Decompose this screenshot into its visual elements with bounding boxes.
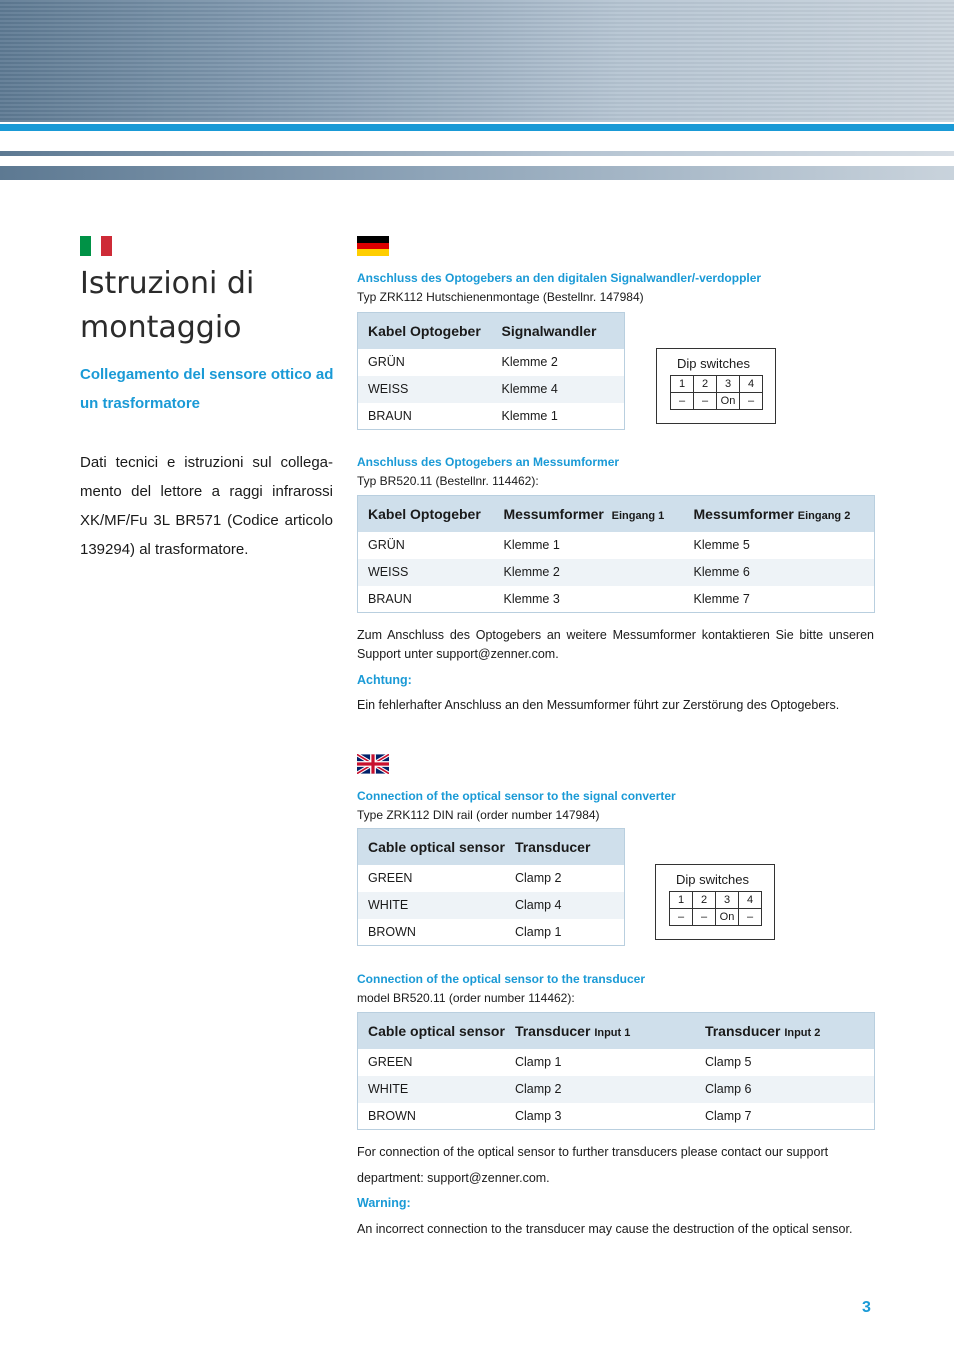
table-row <box>358 1076 875 1103</box>
table-cell: BRAUN <box>368 408 412 423</box>
header-sub: Eingang 1 <box>611 509 665 522</box>
dip-value: – <box>694 393 717 410</box>
en-section2-type: model BR520.11 (order number 114462): <box>357 991 575 1005</box>
dip-number: 1 <box>671 376 694 393</box>
en-section1-heading: Connection of the optical sensor to the signal converter <box>357 789 676 803</box>
dip-switch-grid <box>670 375 763 410</box>
de-warning-text: Ein fehlerhafter Anschluss an den Messumformer führt zur Zerstörung des Optogebers. <box>357 698 840 712</box>
uk-flag-icon <box>357 754 389 774</box>
table-cell: Klemme 1 <box>503 538 560 552</box>
table-cell: GRÜN <box>368 355 405 369</box>
de-section1-type: Typ ZRK112 Hutschienenmontage (Bestellnr. 147984) <box>357 290 644 304</box>
table-header <box>494 496 684 532</box>
table-cell: Klemme 4 <box>492 376 625 403</box>
header-strip <box>0 166 954 180</box>
table-row <box>358 1049 875 1076</box>
page-title: Istruzioni di montaggio <box>80 266 255 345</box>
table-row <box>358 865 625 892</box>
header-banner <box>0 0 954 122</box>
table-cell: BRAUN <box>368 591 412 606</box>
table-header: Cable optical sensor <box>358 829 505 865</box>
table-row <box>358 586 875 613</box>
table-cell: GREEN <box>368 1055 413 1069</box>
header-main: Transducer <box>514 1022 591 1039</box>
table-row <box>358 532 875 559</box>
dip-number: 2 <box>694 376 717 393</box>
dip-value: – <box>740 393 763 410</box>
dip-value: – <box>739 909 762 926</box>
dip-number: 2 <box>693 892 716 909</box>
table-row <box>358 919 625 946</box>
dip-number: 4 <box>739 892 762 909</box>
en-signal-table <box>357 828 625 946</box>
de-section2-type: Typ BR520.11 (Bestellnr. 114462): <box>357 474 539 488</box>
table-row <box>358 349 625 376</box>
en-support-note-line2: department: support@zenner.com. <box>357 1171 550 1185</box>
table-cell: Clamp 3 <box>514 1108 562 1123</box>
header-sub: Input 1 <box>594 1026 631 1039</box>
table-cell: WHITE <box>358 1076 505 1103</box>
table-cell: WHITE <box>358 892 505 919</box>
table-row <box>358 403 625 430</box>
table-cell: Clamp 1 <box>514 924 562 939</box>
dip-number: 3 <box>717 376 740 393</box>
table-header <box>684 496 875 532</box>
dip-switches-title: Dip switches <box>677 356 750 371</box>
de-warning-label: Achtung: <box>357 673 412 687</box>
en-warning-text: An incorrect connection to the transducer may cause the destruction of the optical sensor. <box>357 1222 853 1236</box>
table-cell: Clamp 7 <box>704 1108 752 1123</box>
table-row <box>358 376 625 403</box>
table-header <box>505 1013 695 1049</box>
table-cell: BROWN <box>368 1108 416 1123</box>
table-cell: Clamp 1 <box>514 1055 562 1069</box>
table-cell: BROWN <box>368 924 416 939</box>
italy-flag-icon <box>80 236 112 256</box>
de-support-note: Zum Anschluss des Optogebers an weitere Messumformer kontaktieren Sie bitte unseren Support unter support@zenner.com. <box>357 628 874 661</box>
dip-switches-title: Dip switches <box>676 872 749 887</box>
header-main: Messumformer <box>503 505 604 522</box>
table-header: Signalwandler <box>492 313 625 349</box>
en-warning-label: Warning: <box>357 1196 411 1210</box>
de-dip-switches-box <box>656 348 776 424</box>
germany-flag-icon <box>357 236 389 256</box>
table-header: Cable optical sensor <box>358 1013 505 1049</box>
table-cell: Clamp 4 <box>505 892 625 919</box>
de-section2-heading: Anschluss des Optogebers an Messumformer <box>357 455 620 469</box>
header-sub: Eingang 2 <box>797 509 851 522</box>
table-cell: Clamp 2 <box>505 1076 695 1103</box>
table-cell: GREEN <box>368 871 413 885</box>
dip-value: – <box>670 909 693 926</box>
dip-value: – <box>693 909 716 926</box>
intro-paragraph: Dati tecnici e istruzioni sul collega-mento del lettore a raggi infrarossi XK/MF/Fu 3L BR571 (Codice articolo 139294) al trasformatore. <box>80 454 333 558</box>
header-sub: Input 2 <box>784 1026 821 1039</box>
table-row <box>358 1103 875 1130</box>
table-cell: Clamp 5 <box>704 1055 752 1069</box>
table-row <box>358 559 875 586</box>
dip-switch-grid <box>669 891 762 926</box>
dip-number: 3 <box>716 892 739 909</box>
dip-value: On <box>717 393 740 410</box>
table-cell: Klemme 3 <box>503 591 560 606</box>
table-header <box>695 1013 875 1049</box>
header-accent-bar <box>0 124 954 131</box>
page-number: 3 <box>862 1299 871 1316</box>
table-header: Transducer <box>505 829 625 865</box>
de-section1-heading: Anschluss des Optogebers an den digitalen Signalwandler/-verdoppler <box>357 271 762 285</box>
section-subtitle: Collegamento del sensore ottico ad un trasformatore <box>80 366 334 412</box>
de-converter-table <box>357 495 875 613</box>
table-cell: Klemme 7 <box>693 591 750 606</box>
table-cell: Klemme 5 <box>693 538 750 552</box>
table-cell: Klemme 1 <box>501 408 558 423</box>
table-header: Kabel Optogeber <box>358 496 494 532</box>
en-section2-heading: Connection of the optical sensor to the transducer <box>357 972 646 986</box>
table-row <box>358 892 625 919</box>
table-cell: WEISS <box>358 559 494 586</box>
table-cell: Klemme 2 <box>501 355 558 369</box>
table-cell: Clamp 2 <box>514 871 562 885</box>
dip-number: 1 <box>670 892 693 909</box>
en-transducer-table <box>357 1012 875 1130</box>
table-cell: Klemme 2 <box>494 559 684 586</box>
en-section1-type: Type ZRK112 DIN rail (order number 147984) <box>357 808 600 822</box>
dip-number: 4 <box>740 376 763 393</box>
table-cell: WEISS <box>358 376 492 403</box>
table-cell: Klemme 6 <box>684 559 875 586</box>
en-support-note-line1: For connection of the optical sensor to further transducers please contact our support <box>357 1145 829 1159</box>
table-cell: GRÜN <box>368 538 405 552</box>
dip-value: – <box>671 393 694 410</box>
en-dip-switches-box <box>655 864 775 940</box>
de-signal-table <box>357 312 625 430</box>
header-divider <box>0 151 954 156</box>
header-main: Transducer <box>704 1022 781 1039</box>
dip-value: On <box>716 909 739 926</box>
header-main: Messumformer <box>693 505 794 522</box>
table-header: Kabel Optogeber <box>358 313 492 349</box>
table-cell: Clamp 6 <box>695 1076 875 1103</box>
